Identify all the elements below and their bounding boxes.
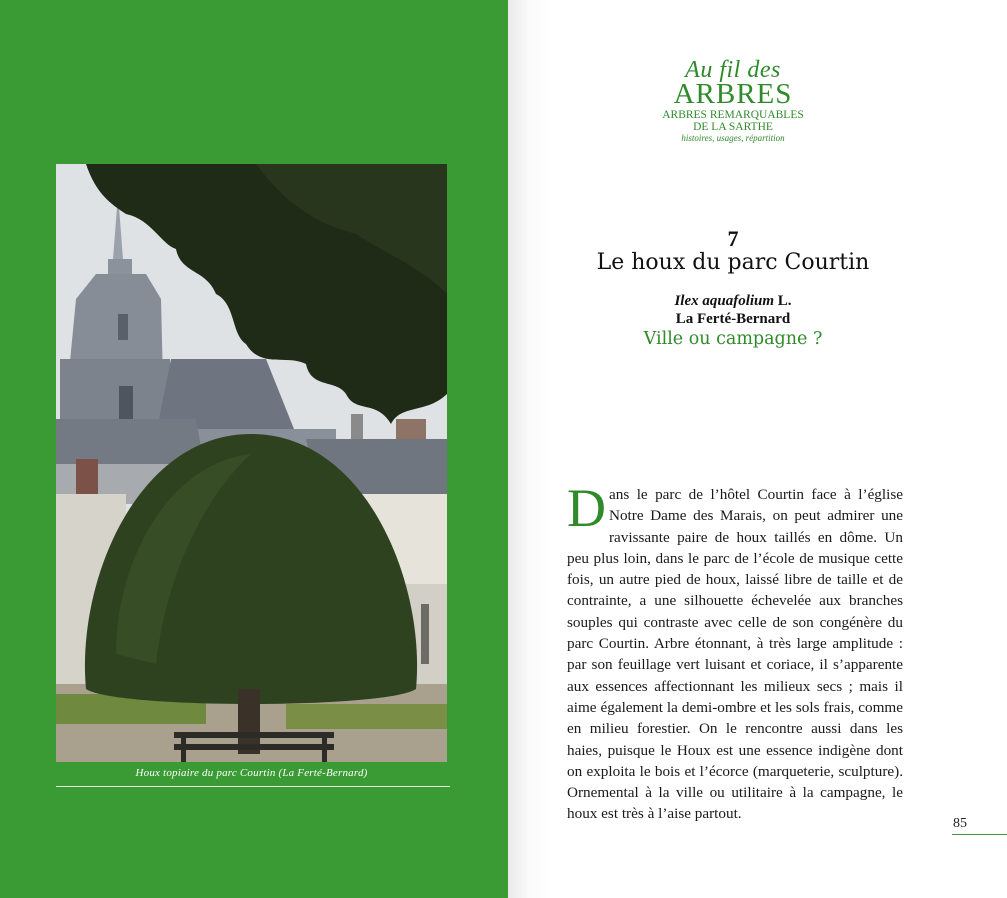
logo-subtitle-line1: ARBRES REMARQUABLES — [662, 109, 804, 121]
chapter-subtitle: Ville ou campagne ? — [643, 329, 823, 349]
logo-subtitle-line2: DE LA SARTHE — [693, 121, 773, 133]
latin-name-species: Ilex aquafolium — [674, 293, 775, 309]
right-page — [508, 0, 1007, 898]
photo-illustration — [56, 164, 447, 762]
latin-name-author: L. — [777, 293, 792, 309]
photo-caption: Houx topiaire du parc Courtin (La Ferté-Bernard) — [135, 767, 368, 779]
body-text: ans le parc de l’hôtel Courtin face à l’église Notre Dame des Marais, on peut admirer une ravissante paire de houx taillés en dôme. Un peu plus loin, dans le parc de l’école de musique cette fois, un autre pied de houx, laissé libre de taille et de contrainte, a une silhouette échevelée aux branches souples qui contraste avec celle de son congénère du parc Courtin. Arbre étonnant, à très large amplitude : par son feuillage vert luisant et coriace, il s’apparente aux essences affectionnant les milieux secs ; mais il aime également la demi-ombre et les sols frais, comme en milieu forestier. On le rencontre aussi dans les haies, puisque le Houx est une essence indigène dont on exploita le bois et l’écorce (marqueterie, sculpture). Ornemental à la ville ou utilitaire à la campagne, le houx est très à l’aise partout. — [567, 486, 903, 823]
page-number-rule — [952, 834, 1007, 835]
latin-name — [508, 293, 958, 310]
logo-script-text: Au fil des — [685, 57, 781, 83]
body-paragraph — [567, 478, 903, 825]
logo-tagline: histoires, usages, répartition — [681, 133, 785, 143]
chapter-title: Le houx du parc Courtin — [596, 250, 870, 275]
place-name: La Ferté-Bernard — [675, 311, 791, 327]
topiary-holly-photo — [56, 164, 447, 762]
page-number: 85 — [953, 816, 967, 831]
logo-title: ARBRES — [673, 78, 793, 110]
drop-cap: D — [567, 478, 606, 538]
chapter-number: 7 — [727, 226, 739, 251]
caption-divider — [56, 786, 450, 787]
series-logo — [658, 58, 808, 143]
